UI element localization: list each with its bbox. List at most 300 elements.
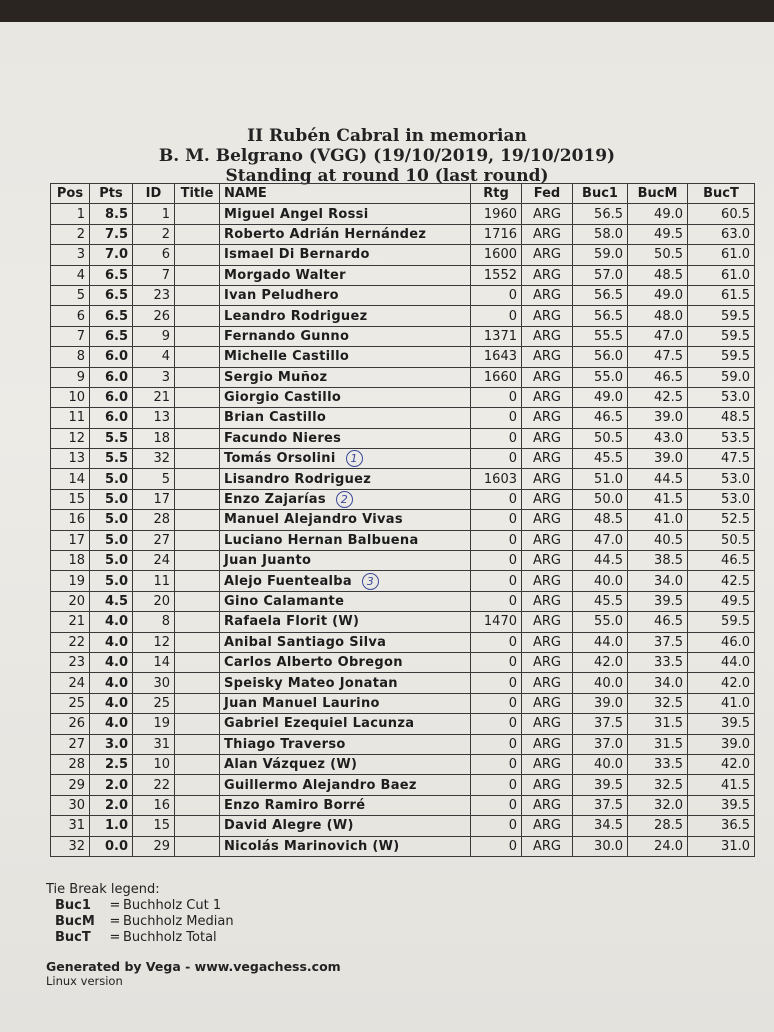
cell-fed: ARG (522, 612, 573, 632)
cell-id: 6 (133, 245, 175, 265)
cell-pts: 2.5 (90, 754, 133, 774)
cell-bucm: 39.5 (628, 591, 688, 611)
cell-pos: 1 (51, 204, 90, 224)
cell-bucm: 42.5 (628, 387, 688, 407)
cell-bucm: 41.0 (628, 510, 688, 530)
cell-id: 29 (133, 836, 175, 856)
cell-pos: 18 (51, 551, 90, 571)
cell-pos: 28 (51, 754, 90, 774)
cell-buc1: 45.5 (573, 591, 628, 611)
cell-buct: 59.5 (688, 612, 755, 632)
cell-buct: 53.0 (688, 489, 755, 509)
cell-buct: 59.5 (688, 347, 755, 367)
cell-name: David Alegre (W) (220, 816, 471, 836)
legend-title: Tie Break legend: (46, 882, 160, 897)
cell-buc1: 55.0 (573, 367, 628, 387)
cell-rtg: 0 (471, 428, 522, 448)
tournament-title: II Rubén Cabral in memorian (247, 126, 527, 146)
table-row (51, 591, 755, 611)
cell-bucm: 47.5 (628, 347, 688, 367)
cell-id: 5 (133, 469, 175, 489)
cell-buc1: 37.5 (573, 795, 628, 815)
cell-buc1: 50.0 (573, 489, 628, 509)
cell-fed: ARG (522, 367, 573, 387)
handwritten-rank-mark: 2 (336, 491, 353, 508)
column-header-name: NAME (220, 184, 471, 204)
cell-id: 8 (133, 612, 175, 632)
cell-name: Nicolás Marinovich (W) (220, 836, 471, 856)
cell-pos: 30 (51, 795, 90, 815)
table-row (51, 571, 755, 591)
cell-rtg: 1470 (471, 612, 522, 632)
table-row (51, 449, 755, 469)
cell-id: 1 (133, 204, 175, 224)
cell-pos: 27 (51, 734, 90, 754)
table-row (51, 816, 755, 836)
cell-rtg: 0 (471, 754, 522, 774)
handwritten-rank-mark: 3 (362, 573, 379, 590)
cell-buc1: 44.0 (573, 632, 628, 652)
cell-buc1: 46.5 (573, 408, 628, 428)
cell-buc1: 56.5 (573, 285, 628, 305)
cell-rtg: 0 (471, 571, 522, 591)
cell-rtg: 0 (471, 693, 522, 713)
cell-buct: 63.0 (688, 224, 755, 244)
cell-bucm: 39.0 (628, 449, 688, 469)
cell-bucm: 48.0 (628, 306, 688, 326)
cell-id: 14 (133, 652, 175, 672)
cell-pts: 2.0 (90, 795, 133, 815)
cell-id: 13 (133, 408, 175, 428)
cell-title (175, 816, 220, 836)
table-row (51, 795, 755, 815)
cell-buc1: 34.5 (573, 816, 628, 836)
cell-buc1: 47.0 (573, 530, 628, 550)
cell-buct: 59.5 (688, 306, 755, 326)
cell-title (175, 632, 220, 652)
table-row (51, 612, 755, 632)
cell-id: 20 (133, 591, 175, 611)
cell-fed: ARG (522, 347, 573, 367)
cell-fed: ARG (522, 204, 573, 224)
cell-rtg: 0 (471, 652, 522, 672)
cell-title (175, 571, 220, 591)
cell-rtg: 0 (471, 387, 522, 407)
legend-equals: = (109, 930, 121, 945)
cell-pts: 6.5 (90, 326, 133, 346)
cell-buc1: 57.0 (573, 265, 628, 285)
cell-buc1: 40.0 (573, 673, 628, 693)
cell-pts: 0.0 (90, 836, 133, 856)
cell-fed: ARG (522, 673, 573, 693)
cell-pos: 5 (51, 285, 90, 305)
cell-buc1: 51.0 (573, 469, 628, 489)
cell-buct: 42.0 (688, 673, 755, 693)
cell-title (175, 673, 220, 693)
cell-rtg: 0 (471, 408, 522, 428)
cell-buct: 39.5 (688, 795, 755, 815)
column-header-pos: Pos (51, 184, 90, 204)
cell-bucm: 46.5 (628, 367, 688, 387)
cell-pts: 8.5 (90, 204, 133, 224)
cell-pts: 4.0 (90, 693, 133, 713)
table-row (51, 469, 755, 489)
cell-rtg: 0 (471, 510, 522, 530)
cell-bucm: 49.0 (628, 285, 688, 305)
column-header-fed: Fed (522, 184, 573, 204)
legend-key: Buc1 (55, 898, 91, 913)
cell-fed: ARG (522, 836, 573, 856)
cell-bucm: 31.5 (628, 714, 688, 734)
cell-buct: 44.0 (688, 652, 755, 672)
cell-bucm: 48.5 (628, 265, 688, 285)
cell-pts: 4.0 (90, 714, 133, 734)
cell-name: Giorgio Castillo (220, 387, 471, 407)
cell-name: Gino Calamante (220, 591, 471, 611)
cell-id: 18 (133, 428, 175, 448)
cell-fed: ARG (522, 449, 573, 469)
cell-rtg: 0 (471, 449, 522, 469)
cell-pos: 13 (51, 449, 90, 469)
legend-entry (46, 930, 234, 946)
cell-fed: ARG (522, 387, 573, 407)
cell-pos: 23 (51, 652, 90, 672)
cell-pos: 24 (51, 673, 90, 693)
legend-value: Buchholz Total (123, 930, 217, 945)
cell-name: Manuel Alejandro Vivas (220, 510, 471, 530)
cell-pos: 29 (51, 775, 90, 795)
cell-buc1: 40.0 (573, 754, 628, 774)
cell-buct: 60.5 (688, 204, 755, 224)
cell-name: Ismael Di Bernardo (220, 245, 471, 265)
cell-buct: 61.0 (688, 265, 755, 285)
cell-title (175, 265, 220, 285)
cell-fed: ARG (522, 285, 573, 305)
cell-name: Roberto Adrián Hernández (220, 224, 471, 244)
legend-entry (46, 914, 234, 930)
cell-pts: 6.0 (90, 408, 133, 428)
cell-pos: 17 (51, 530, 90, 550)
cell-pts: 5.0 (90, 530, 133, 550)
cell-id: 25 (133, 693, 175, 713)
cell-buc1: 48.5 (573, 510, 628, 530)
cell-buct: 49.5 (688, 591, 755, 611)
cell-pts: 6.0 (90, 347, 133, 367)
cell-title (175, 326, 220, 346)
cell-fed: ARG (522, 652, 573, 672)
cell-fed: ARG (522, 489, 573, 509)
cell-pos: 15 (51, 489, 90, 509)
cell-fed: ARG (522, 408, 573, 428)
cell-name: Sergio Muñoz (220, 367, 471, 387)
table-row (51, 428, 755, 448)
table-row (51, 489, 755, 509)
cell-id: 10 (133, 754, 175, 774)
cell-bucm: 49.5 (628, 224, 688, 244)
cell-buct: 46.0 (688, 632, 755, 652)
cell-buc1: 59.0 (573, 245, 628, 265)
cell-pos: 8 (51, 347, 90, 367)
cell-rtg: 0 (471, 775, 522, 795)
table-row (51, 326, 755, 346)
cell-pos: 3 (51, 245, 90, 265)
table-row (51, 530, 755, 550)
cell-buct: 47.5 (688, 449, 755, 469)
cell-fed: ARG (522, 714, 573, 734)
cell-name: Speisky Mateo Jonatan (220, 673, 471, 693)
cell-title (175, 714, 220, 734)
cell-pts: 6.0 (90, 387, 133, 407)
cell-rtg: 0 (471, 530, 522, 550)
cell-buc1: 50.5 (573, 428, 628, 448)
cell-fed: ARG (522, 693, 573, 713)
cell-bucm: 28.5 (628, 816, 688, 836)
cell-id: 11 (133, 571, 175, 591)
legend-value: Buchholz Median (123, 914, 234, 929)
cell-title (175, 551, 220, 571)
cell-title (175, 530, 220, 550)
cell-name: Anibal Santiago Silva (220, 632, 471, 652)
legend-entry (46, 898, 234, 914)
cell-title (175, 387, 220, 407)
cell-name: Miguel Angel Rossi (220, 204, 471, 224)
cell-title (175, 245, 220, 265)
cell-pos: 14 (51, 469, 90, 489)
cell-buct: 42.5 (688, 571, 755, 591)
cell-pts: 4.0 (90, 632, 133, 652)
cell-title (175, 510, 220, 530)
cell-pos: 11 (51, 408, 90, 428)
cell-buct: 59.0 (688, 367, 755, 387)
cell-title (175, 754, 220, 774)
table-row (51, 836, 755, 856)
cell-pos: 25 (51, 693, 90, 713)
cell-id: 2 (133, 224, 175, 244)
cell-pts: 5.0 (90, 469, 133, 489)
table-row (51, 408, 755, 428)
cell-id: 28 (133, 510, 175, 530)
table-row (51, 714, 755, 734)
cell-fed: ARG (522, 265, 573, 285)
cell-rtg: 1552 (471, 265, 522, 285)
cell-id: 17 (133, 489, 175, 509)
cell-rtg: 0 (471, 836, 522, 856)
cell-pos: 19 (51, 571, 90, 591)
cell-pts: 4.0 (90, 612, 133, 632)
legend-key: BucM (55, 914, 95, 929)
cell-id: 26 (133, 306, 175, 326)
table-row (51, 245, 755, 265)
cell-bucm: 40.5 (628, 530, 688, 550)
cell-name: Rafaela Florit (W) (220, 612, 471, 632)
cell-buct: 42.0 (688, 754, 755, 774)
cell-rtg: 1600 (471, 245, 522, 265)
cell-buct: 50.5 (688, 530, 755, 550)
cell-buct: 39.5 (688, 714, 755, 734)
cell-rtg: 0 (471, 714, 522, 734)
cell-fed: ARG (522, 591, 573, 611)
cell-bucm: 37.5 (628, 632, 688, 652)
cell-title (175, 469, 220, 489)
cell-fed: ARG (522, 326, 573, 346)
table-row (51, 632, 755, 652)
cell-name: Fernando Gunno (220, 326, 471, 346)
cell-fed: ARG (522, 571, 573, 591)
cell-buc1: 42.0 (573, 652, 628, 672)
cell-pos: 21 (51, 612, 90, 632)
cell-title (175, 693, 220, 713)
cell-pts: 1.0 (90, 816, 133, 836)
table-row (51, 224, 755, 244)
cell-name: Michelle Castillo (220, 347, 471, 367)
cell-name: Gabriel Ezequiel Lacunza (220, 714, 471, 734)
table-row (51, 551, 755, 571)
column-header-buc1: Buc1 (573, 184, 628, 204)
table-row (51, 693, 755, 713)
cell-pts: 5.0 (90, 551, 133, 571)
cell-pts: 4.0 (90, 673, 133, 693)
table-row (51, 387, 755, 407)
table-row (51, 285, 755, 305)
cell-buct: 48.5 (688, 408, 755, 428)
cell-buc1: 55.5 (573, 326, 628, 346)
table-header-row (51, 184, 755, 204)
cell-rtg: 1716 (471, 224, 522, 244)
cell-pts: 7.0 (90, 245, 133, 265)
tournament-header (0, 126, 774, 186)
cell-fed: ARG (522, 734, 573, 754)
cell-pos: 32 (51, 836, 90, 856)
cell-bucm: 47.0 (628, 326, 688, 346)
cell-buc1: 56.5 (573, 306, 628, 326)
table-row (51, 347, 755, 367)
column-header-bucm: BucM (628, 184, 688, 204)
cell-name: Morgado Walter (220, 265, 471, 285)
cell-buc1: 37.0 (573, 734, 628, 754)
column-header-rtg: Rtg (471, 184, 522, 204)
cell-rtg: 0 (471, 816, 522, 836)
cell-id: 22 (133, 775, 175, 795)
cell-pts: 6.5 (90, 306, 133, 326)
table-row (51, 734, 755, 754)
cell-rtg: 0 (471, 632, 522, 652)
footer (46, 959, 341, 989)
cell-fed: ARG (522, 469, 573, 489)
cell-buct: 36.5 (688, 816, 755, 836)
handwritten-rank-mark: 1 (346, 450, 363, 467)
cell-rtg: 0 (471, 673, 522, 693)
cell-buc1: 44.5 (573, 551, 628, 571)
table-row (51, 754, 755, 774)
tie-break-legend (46, 882, 234, 946)
cell-id: 31 (133, 734, 175, 754)
table-row (51, 204, 755, 224)
cell-rtg: 1371 (471, 326, 522, 346)
cell-rtg: 1643 (471, 347, 522, 367)
cell-pts: 6.5 (90, 265, 133, 285)
cell-name: Guillermo Alejandro Baez (220, 775, 471, 795)
column-header-buct: BucT (688, 184, 755, 204)
cell-name: Tomás Orsolini 1 (220, 449, 471, 469)
cell-bucm: 34.0 (628, 571, 688, 591)
cell-fed: ARG (522, 632, 573, 652)
cell-bucm: 43.0 (628, 428, 688, 448)
tournament-venue-dates: B. M. Belgrano (VGG) (19/10/2019, 19/10/2019) (158, 146, 616, 166)
cell-id: 30 (133, 673, 175, 693)
cell-fed: ARG (522, 245, 573, 265)
cell-name: Luciano Hernan Balbuena (220, 530, 471, 550)
cell-id: 27 (133, 530, 175, 550)
cell-buc1: 56.0 (573, 347, 628, 367)
cell-id: 4 (133, 347, 175, 367)
cell-rtg: 0 (471, 551, 522, 571)
cell-rtg: 1603 (471, 469, 522, 489)
cell-pts: 5.5 (90, 449, 133, 469)
cell-fed: ARG (522, 224, 573, 244)
cell-pts: 7.5 (90, 224, 133, 244)
legend-key: BucT (55, 930, 91, 945)
standing-round: Standing at round 10 (last round) (225, 166, 549, 186)
cell-title (175, 734, 220, 754)
cell-buct: 52.5 (688, 510, 755, 530)
standings-table (50, 183, 755, 857)
cell-title (175, 347, 220, 367)
cell-pos: 6 (51, 306, 90, 326)
legend-equals: = (109, 898, 121, 913)
column-header-title: Title (175, 184, 220, 204)
cell-bucm: 44.5 (628, 469, 688, 489)
cell-pos: 16 (51, 510, 90, 530)
cell-pos: 2 (51, 224, 90, 244)
cell-bucm: 24.0 (628, 836, 688, 856)
cell-pts: 6.0 (90, 367, 133, 387)
cell-fed: ARG (522, 306, 573, 326)
cell-buc1: 30.0 (573, 836, 628, 856)
cell-title (175, 285, 220, 305)
cell-name: Facundo Nieres (220, 428, 471, 448)
cell-fed: ARG (522, 551, 573, 571)
cell-name: Juan Manuel Laurino (220, 693, 471, 713)
cell-name: Alejo Fuentealba 3 (220, 571, 471, 591)
cell-buc1: 55.0 (573, 612, 628, 632)
cell-bucm: 41.5 (628, 489, 688, 509)
cell-fed: ARG (522, 775, 573, 795)
cell-bucm: 50.5 (628, 245, 688, 265)
cell-pos: 26 (51, 714, 90, 734)
cell-title (175, 591, 220, 611)
cell-id: 24 (133, 551, 175, 571)
cell-bucm: 34.0 (628, 673, 688, 693)
cell-bucm: 39.0 (628, 408, 688, 428)
cell-id: 12 (133, 632, 175, 652)
cell-id: 21 (133, 387, 175, 407)
cell-bucm: 38.5 (628, 551, 688, 571)
cell-pos: 10 (51, 387, 90, 407)
cell-id: 23 (133, 285, 175, 305)
cell-id: 3 (133, 367, 175, 387)
cell-title (175, 836, 220, 856)
cell-pts: 6.5 (90, 285, 133, 305)
cell-name: Carlos Alberto Obregon (220, 652, 471, 672)
cell-pos: 12 (51, 428, 90, 448)
cell-bucm: 31.5 (628, 734, 688, 754)
cell-rtg: 0 (471, 734, 522, 754)
cell-pts: 5.0 (90, 489, 133, 509)
cell-bucm: 49.0 (628, 204, 688, 224)
cell-title (175, 306, 220, 326)
cell-id: 16 (133, 795, 175, 815)
cell-buct: 31.0 (688, 836, 755, 856)
